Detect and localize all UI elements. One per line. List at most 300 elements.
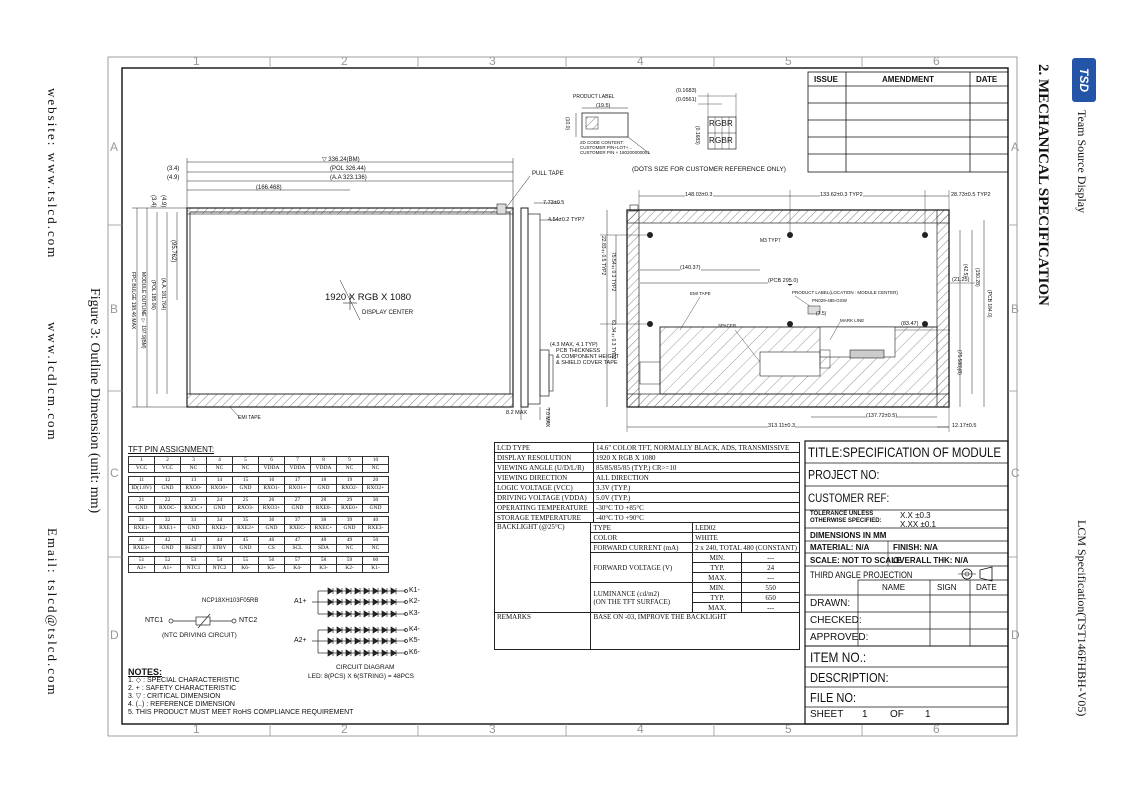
- pin-signal: RXEC+: [311, 525, 337, 533]
- back-dim-133: 133.62±0.3 TYP2: [820, 192, 863, 198]
- pcb-thickness-note: [550, 342, 619, 366]
- led-diode: [346, 611, 351, 617]
- spec-key: LOGIC VOLTAGE (VCC): [495, 483, 594, 493]
- pin-signal-row: [129, 545, 389, 553]
- pin-number: 51: [129, 557, 155, 565]
- bl-lum-typ-label: TYP.: [693, 593, 742, 603]
- grid-col-2-bottom: 2: [341, 722, 348, 736]
- pin-number: 1: [129, 457, 155, 465]
- note-4: 4. (..) : REFERENCE DIMENSION: [128, 701, 235, 708]
- display-center-label: DISPLAY CENTER: [362, 310, 414, 316]
- spec-value: -30°C TO +85°C: [594, 503, 800, 513]
- pin-signal: NC: [181, 465, 207, 473]
- pin-number: 39: [337, 517, 363, 525]
- led-circuit-lines: [312, 588, 408, 656]
- led-diode: [328, 638, 333, 644]
- scale-label: SCALE: NOT TO SCALE: [810, 556, 902, 565]
- led-diode: [382, 650, 387, 656]
- pin-signal: K4-: [285, 565, 311, 573]
- front-offset-2: (4.9): [167, 175, 180, 181]
- pin-number: 42: [155, 537, 181, 545]
- back-emi-tape: EMI TAPE: [690, 291, 711, 296]
- website2-text: www.lcdlcm.com: [45, 322, 60, 442]
- led-diode: [328, 599, 333, 605]
- rev-amendment-header: AMENDMENT: [882, 75, 934, 84]
- led-diode: [346, 650, 351, 656]
- tolerance-value-2: X.XX ±0.1: [900, 520, 936, 529]
- spec-row: [495, 473, 800, 483]
- dot-pitch-1: (0.1683): [676, 88, 697, 94]
- led-diode: [328, 588, 333, 594]
- spec-key: STORAGE TEMPERATURE: [495, 513, 594, 523]
- back-dim-21: (21.25): [952, 277, 970, 283]
- led-diode: [391, 638, 396, 644]
- approved-label: APPROVED:: [810, 632, 869, 643]
- front-max-7-0: 7.0 MAX: [544, 408, 550, 428]
- front-v-offset-1: (3.4): [150, 195, 156, 208]
- spec-key: OPERATING TEMPERATURE: [495, 503, 594, 513]
- led-diode: [382, 599, 387, 605]
- pin-signal: RXO3+: [259, 505, 285, 513]
- pin-number: 56: [259, 557, 285, 565]
- front-v-offset-2: (4.9): [160, 195, 166, 208]
- back-dim-22: 22.83±0.5 TYP2: [600, 236, 606, 276]
- led-diode: [355, 599, 360, 605]
- back-mark-line: MARK LINE: [840, 318, 865, 323]
- pin-number: 6: [259, 457, 285, 465]
- pin-number: 50: [363, 537, 389, 545]
- pin-number: 17: [285, 477, 311, 485]
- label-code-line-1: 2D CODE CONTENT:: [580, 140, 624, 145]
- grid-row-c: C: [110, 466, 119, 480]
- led-diode: [346, 638, 351, 644]
- pin-signal: A2+: [129, 565, 155, 573]
- bl-color-val: WHITE: [693, 533, 800, 543]
- tolerance-line-2: OTHERWISE SPECIFIED:: [810, 518, 882, 524]
- spec-key: VIEWING ANGLE (U/D/L/R): [495, 463, 594, 473]
- pin-number: 3: [181, 457, 207, 465]
- pin-number: 4: [207, 457, 233, 465]
- pull-tape-label: PULL TAPE: [532, 171, 564, 177]
- pin-signal: RXE0+: [337, 505, 363, 513]
- grid-col-3-bottom: 3: [489, 722, 496, 736]
- pin-signal: NTC2: [207, 565, 233, 573]
- note-5: 5. THIS PRODUCT MUST MEET RoHS COMPLIANCE REQUIREMENT: [128, 709, 354, 716]
- pin-number: 11: [129, 477, 155, 485]
- grid-col-1-bottom: 1: [193, 722, 200, 736]
- pin-signal: GND: [155, 485, 181, 493]
- email-text: Email: tslcd@tslcd.com: [45, 528, 60, 697]
- pin-number: 60: [363, 557, 389, 565]
- pin-number: 40: [363, 517, 389, 525]
- figure-caption: Figure 3: Outline Dimension (unit: mm): [87, 288, 102, 514]
- back-dim-75-54: 75.54±0.3 TYP2: [610, 252, 616, 292]
- pin-signal: NC: [233, 465, 259, 473]
- bl-type-val: LED02: [693, 523, 800, 533]
- pin-number: 48: [311, 537, 337, 545]
- pin-signal: K1-: [363, 565, 389, 573]
- pin-number: 15: [233, 477, 259, 485]
- spec-key: DISPLAY RESOLUTION: [495, 453, 594, 463]
- pin-signal: GND: [259, 525, 285, 533]
- note-3: 3. ▽ : CRITICAL DIMENSION: [128, 693, 221, 700]
- pin-number: 35: [233, 517, 259, 525]
- finish-label: FINISH: N/A: [893, 543, 938, 552]
- pin-signal: RXE3-: [363, 525, 389, 533]
- grid-row-a: A: [110, 140, 119, 154]
- pin-signal: RXO0+: [207, 485, 233, 493]
- pin-signal: GND: [155, 545, 181, 553]
- note-1: 1. ◇ : SPECIAL CHARACTERISTIC: [128, 677, 240, 684]
- pin-number-row: [129, 497, 389, 505]
- pin-number-row: [129, 477, 389, 485]
- pin-signal: STBY: [207, 545, 233, 553]
- led-diode: [355, 650, 360, 656]
- front-pol-height: (POL 185.06): [150, 280, 156, 310]
- led-diode: [328, 611, 333, 617]
- grid-col-4-bottom: 4: [637, 722, 644, 736]
- pin-signal-row: [129, 505, 389, 513]
- pin-number: 57: [285, 557, 311, 565]
- document-id: LCM Specification(TST146FHBH-V05): [1075, 520, 1089, 717]
- brand-logo-icon: TSD: [1077, 68, 1091, 92]
- pin-number: 53: [181, 557, 207, 565]
- led-diode: [355, 638, 360, 644]
- website-text: website: www.tslcd.com: [45, 88, 60, 260]
- spec-row: [495, 513, 800, 523]
- bl-fc-key: FORWARD CURRENT (mA): [591, 543, 693, 553]
- led-k6-label: K6-: [409, 649, 420, 656]
- label-2d-code: [580, 140, 650, 155]
- pin-number: 26: [259, 497, 285, 505]
- pin-number: 41: [129, 537, 155, 545]
- back-dim-140: (140.37): [680, 265, 701, 271]
- spec-row: [495, 463, 800, 473]
- sheet-of: OF: [890, 709, 904, 720]
- led-diode: [355, 611, 360, 617]
- back-dim-28: 28.73±0.5 TYP2: [951, 192, 991, 198]
- name-col: NAME: [882, 583, 906, 592]
- tolerance-value-1: X.X ±0.3: [900, 511, 931, 520]
- pin-signal: RXE0-: [311, 505, 337, 513]
- pin-number: 14: [207, 477, 233, 485]
- led-k3-label: K3-: [409, 610, 420, 617]
- grid-col-5-bottom: 5: [785, 722, 792, 736]
- pin-number: 16: [259, 477, 285, 485]
- customer-ref-label: CUSTOMER REF:: [808, 491, 890, 505]
- pin-number: 27: [285, 497, 311, 505]
- pin-number: 22: [155, 497, 181, 505]
- spec-value: 14.6" COLOR TFT, NORMALLY BLACK, ADS, TRANSMISSIVE: [594, 443, 800, 453]
- revision-table-lines: [808, 72, 1008, 172]
- sign-col: SIGN: [937, 583, 957, 592]
- pin-signal: RXO1+: [285, 485, 311, 493]
- spec-value: 5.0V (TYP.): [594, 493, 800, 503]
- pin-signal: VCC: [155, 465, 181, 473]
- spec-value: ALL DIRECTION: [594, 473, 800, 483]
- back-dim-313: 313.11±0.3: [768, 423, 796, 429]
- pin-number: 33: [181, 517, 207, 525]
- grid-row-b: B: [110, 302, 119, 316]
- pin-signal: A1+: [155, 565, 181, 573]
- pin-number: 47: [285, 537, 311, 545]
- front-width-pol: (POL 326.44): [330, 166, 366, 172]
- pin-signal: RXE1+: [155, 525, 181, 533]
- dot-pitch-3: (0.1683): [694, 126, 700, 145]
- back-product-label: PRODUCT LABEL(LOCATION : MODULE CENTER): [792, 290, 898, 295]
- led-diode: [337, 638, 342, 644]
- back-dim-148: 148.03±0.3: [685, 192, 713, 198]
- pin-number: 24: [207, 497, 233, 505]
- spec-row: [495, 443, 800, 453]
- back-pcb-width: (PCB 295.0): [768, 278, 799, 284]
- m3-screws: M3 TYP7: [760, 238, 781, 244]
- pin-number: 36: [259, 517, 285, 525]
- back-dim-75: (75.588)(8): [956, 350, 962, 375]
- back-dim-42: (42.5): [962, 264, 968, 278]
- front-fpc-bulge: FPC BULGE 198.46 MAX: [130, 272, 136, 330]
- spec-value: -40°C TO +90°C: [594, 513, 800, 523]
- pin-number: 19: [337, 477, 363, 485]
- circuit-diagram-title: CIRCUIT DIAGRAM: [336, 664, 395, 671]
- pin-signal: GND: [129, 505, 155, 513]
- label-code-line-2: CUSTOMER P/N+LOT+...: [580, 145, 633, 150]
- pin-signal: CS: [259, 545, 285, 553]
- pin-number-row: [129, 537, 389, 545]
- item-no-label: ITEM NO.:: [810, 649, 867, 665]
- spec-value: 85/85/85/85 (TYP.) CR>=10: [594, 463, 800, 473]
- pin-number-row: [129, 557, 389, 565]
- pin-signal-row: [129, 565, 389, 573]
- led-diode: [391, 627, 396, 633]
- pin-signal-row: [129, 525, 389, 533]
- led-diode: [391, 650, 396, 656]
- pin-signal: NC: [363, 545, 389, 553]
- led-diode: [328, 627, 333, 633]
- grid-col-6-bottom: 6: [933, 722, 940, 736]
- notes-block: [128, 667, 353, 717]
- grid-col-3: 3: [489, 54, 496, 68]
- pin-signal: K2-: [337, 565, 363, 573]
- pin-signal: SCL: [285, 545, 311, 553]
- pin-signal: RXE2-: [207, 525, 233, 533]
- pin-signal: GND: [285, 505, 311, 513]
- bl-lum-max: ---: [742, 603, 800, 613]
- spec-value: 1920 X RGB X 1080: [594, 453, 800, 463]
- grid-col-2: 2: [341, 54, 348, 68]
- label-height: (10.0): [564, 117, 570, 131]
- project-no-label: PROJECT NO:: [808, 467, 880, 482]
- notes-title: NOTES:: [128, 667, 163, 677]
- pin-signal: GND: [337, 525, 363, 533]
- label-code-line-3: CUSTOMER P/N + 180200000001: [580, 150, 650, 155]
- back-dim-12: 12.17±0.5: [952, 423, 977, 429]
- pin-signal: VCC: [129, 465, 155, 473]
- front-center-y: (95.762): [170, 240, 176, 263]
- sheet-label: SHEET: [810, 709, 844, 720]
- pcb-note-4: & SHIELD COVER TAPE: [556, 360, 618, 366]
- back-pn: PN029-485-GSW: [812, 298, 848, 303]
- pin-number: 8: [311, 457, 337, 465]
- product-label-title: PRODUCT LABEL: [573, 94, 615, 100]
- backlight-table: [494, 522, 800, 650]
- ntc1-label: NTC1: [145, 617, 164, 624]
- pixel-row-2: R G B R: [709, 136, 732, 145]
- pin-signal: RXOC-: [155, 505, 181, 513]
- pin-signal: GND: [181, 525, 207, 533]
- spec-key: VIEWING DIRECTION: [495, 473, 594, 483]
- pin-number: 12: [155, 477, 181, 485]
- front-dim-4-54: 4.54±0.2 TYP7: [548, 217, 585, 223]
- spec-table: [494, 442, 800, 523]
- bl-lum-min: 550: [742, 583, 800, 593]
- bl-type-key: TYPE: [591, 523, 693, 533]
- pin-table: [128, 456, 389, 573]
- spec-key: LCD TYPE: [495, 443, 594, 453]
- back-spacer: SPACER: [718, 323, 737, 328]
- back-view-lines: [600, 190, 984, 432]
- led-k4-label: K4-: [409, 626, 420, 633]
- ntc2-label: NTC2: [239, 617, 258, 624]
- pin-number: 43: [181, 537, 207, 545]
- pin-number: 29: [337, 497, 363, 505]
- pin-number: 25: [233, 497, 259, 505]
- pin-number: 18: [311, 477, 337, 485]
- tolerance-values: [900, 511, 936, 529]
- pin-number: 52: [155, 557, 181, 565]
- led-count: LED: 8(PCS) X 6(STRING) = 48PCS: [308, 673, 415, 680]
- pin-signal: NC: [207, 465, 233, 473]
- date-col: DATE: [976, 583, 997, 592]
- pcb-note-1: (4.3 MAX, 4.1 TYP): [550, 342, 598, 348]
- pin-signal: K3-: [311, 565, 337, 573]
- pin-signal: RXO2-: [337, 485, 363, 493]
- note-2: 2. + : SAFETY CHARACTERISTIC: [128, 685, 237, 692]
- pin-signal: VDDA: [259, 465, 285, 473]
- dot-pitch-2: (0.0561): [676, 97, 697, 103]
- pin-signal: RXO1-: [259, 485, 285, 493]
- pin-signal-row: [129, 485, 389, 493]
- front-aa-height: (A.A. 181.764): [160, 278, 166, 311]
- back-dim-7-5: (7.5): [816, 311, 827, 317]
- pcb-note-2: PCB THICKNESS: [556, 348, 601, 354]
- led-k2-label: K2-: [409, 598, 420, 605]
- pin-signal: RXO0-: [181, 485, 207, 493]
- tolerance-label: [810, 511, 882, 525]
- front-width-bm: ▽ 336.24(BM): [322, 157, 360, 163]
- pin-signal: RXE3+: [129, 545, 155, 553]
- pin-signal: NC: [337, 465, 363, 473]
- grid-row-d: D: [110, 628, 119, 642]
- dimensions-unit: DIMENSIONS IN MM: [810, 531, 887, 540]
- grid-col-6: 6: [933, 54, 940, 68]
- spec-row: [495, 453, 800, 463]
- pin-number: 21: [129, 497, 155, 505]
- led-diode: [364, 638, 369, 644]
- sheet-number: 1: [862, 709, 868, 720]
- backlight-label: BACKLIGHT (@25°C): [495, 523, 591, 613]
- led-diode: [391, 599, 396, 605]
- pin-number: 10: [363, 457, 389, 465]
- led-diode: [382, 588, 387, 594]
- pin-number: 28: [311, 497, 337, 505]
- back-dim-83: (83.47): [901, 321, 919, 327]
- sheet-total: 1: [925, 709, 931, 720]
- spec-row: [495, 483, 800, 493]
- title-block-title: TITLE:SPECIFICATION OF MODULE: [808, 444, 1002, 460]
- projection-label: THIRD ANGLE PROJECTION: [810, 570, 913, 580]
- bl-lum-key-2: (ON THE TFT SURFACE): [593, 597, 671, 606]
- spec-key: DRIVING VOLTAGE (VDDA): [495, 493, 594, 503]
- bl-fv-min-label: MIN.: [693, 553, 742, 563]
- pin-number: 45: [233, 537, 259, 545]
- thickness-label: OVERALL THK: N/A: [893, 556, 969, 565]
- led-diode: [337, 627, 342, 633]
- pin-number: 58: [311, 557, 337, 565]
- spec-value: 3.3V (TYP.): [594, 483, 800, 493]
- front-width-aa: (A.A 323.136): [330, 175, 367, 181]
- pin-signal: ID(1.8V): [129, 485, 155, 493]
- brand-logo: [1072, 58, 1096, 102]
- led-diode: [382, 611, 387, 617]
- led-diode: [337, 650, 342, 656]
- ntc-caption: (NTC DRIVING CIRCUIT): [162, 632, 237, 639]
- pin-number: 13: [181, 477, 207, 485]
- led-diode: [337, 599, 342, 605]
- grid-col-5: 5: [785, 54, 792, 68]
- led-diode: [364, 650, 369, 656]
- pin-signal: NC: [363, 465, 389, 473]
- led-diode: [355, 588, 360, 594]
- pin-number: 54: [207, 557, 233, 565]
- bl-fv-key: FORWARD VOLTAGE (V): [591, 553, 693, 583]
- remarks-key: REMARKS: [495, 613, 591, 650]
- pin-signal: RXO2+: [363, 485, 389, 493]
- description-label: DESCRIPTION:: [810, 670, 889, 685]
- pin-number: 20: [363, 477, 389, 485]
- bl-fv-max: ---: [742, 573, 800, 583]
- pin-signal: VDDA: [285, 465, 311, 473]
- pin-signal: NC: [337, 545, 363, 553]
- pin-signal: NTC1: [181, 565, 207, 573]
- pin-number: 30: [363, 497, 389, 505]
- pin-signal: RXE1-: [129, 525, 155, 533]
- pin-signal: GND: [233, 485, 259, 493]
- spec-row: [495, 503, 800, 513]
- led-diode: [382, 627, 387, 633]
- bl-fv-max-label: MAX.: [693, 573, 742, 583]
- pin-number: 38: [311, 517, 337, 525]
- label-width: (19.5): [596, 103, 611, 109]
- led-diode: [328, 650, 333, 656]
- front-dim-7-73: 7.73±0.5: [543, 200, 565, 206]
- front-emi-tape: EMI TAPE: [238, 415, 261, 421]
- led-diode: [373, 611, 378, 617]
- led-diode: [373, 599, 378, 605]
- grid-col-1: 1: [193, 54, 200, 68]
- pixel-row-1: R G B R: [709, 119, 732, 128]
- pin-signal: K6-: [233, 565, 259, 573]
- material-label: MATERIAL: N/A: [810, 543, 870, 552]
- front-center-x: (166.468): [256, 185, 282, 191]
- pin-number: 31: [129, 517, 155, 525]
- pin-signal: RXEC-: [285, 525, 311, 533]
- bl-fv-typ-label: TYP.: [693, 563, 742, 573]
- grid-row-d-right: D: [1011, 628, 1020, 642]
- led-diode: [373, 650, 378, 656]
- pin-signal: GND: [363, 505, 389, 513]
- bl-color-key: COLOR: [591, 533, 693, 543]
